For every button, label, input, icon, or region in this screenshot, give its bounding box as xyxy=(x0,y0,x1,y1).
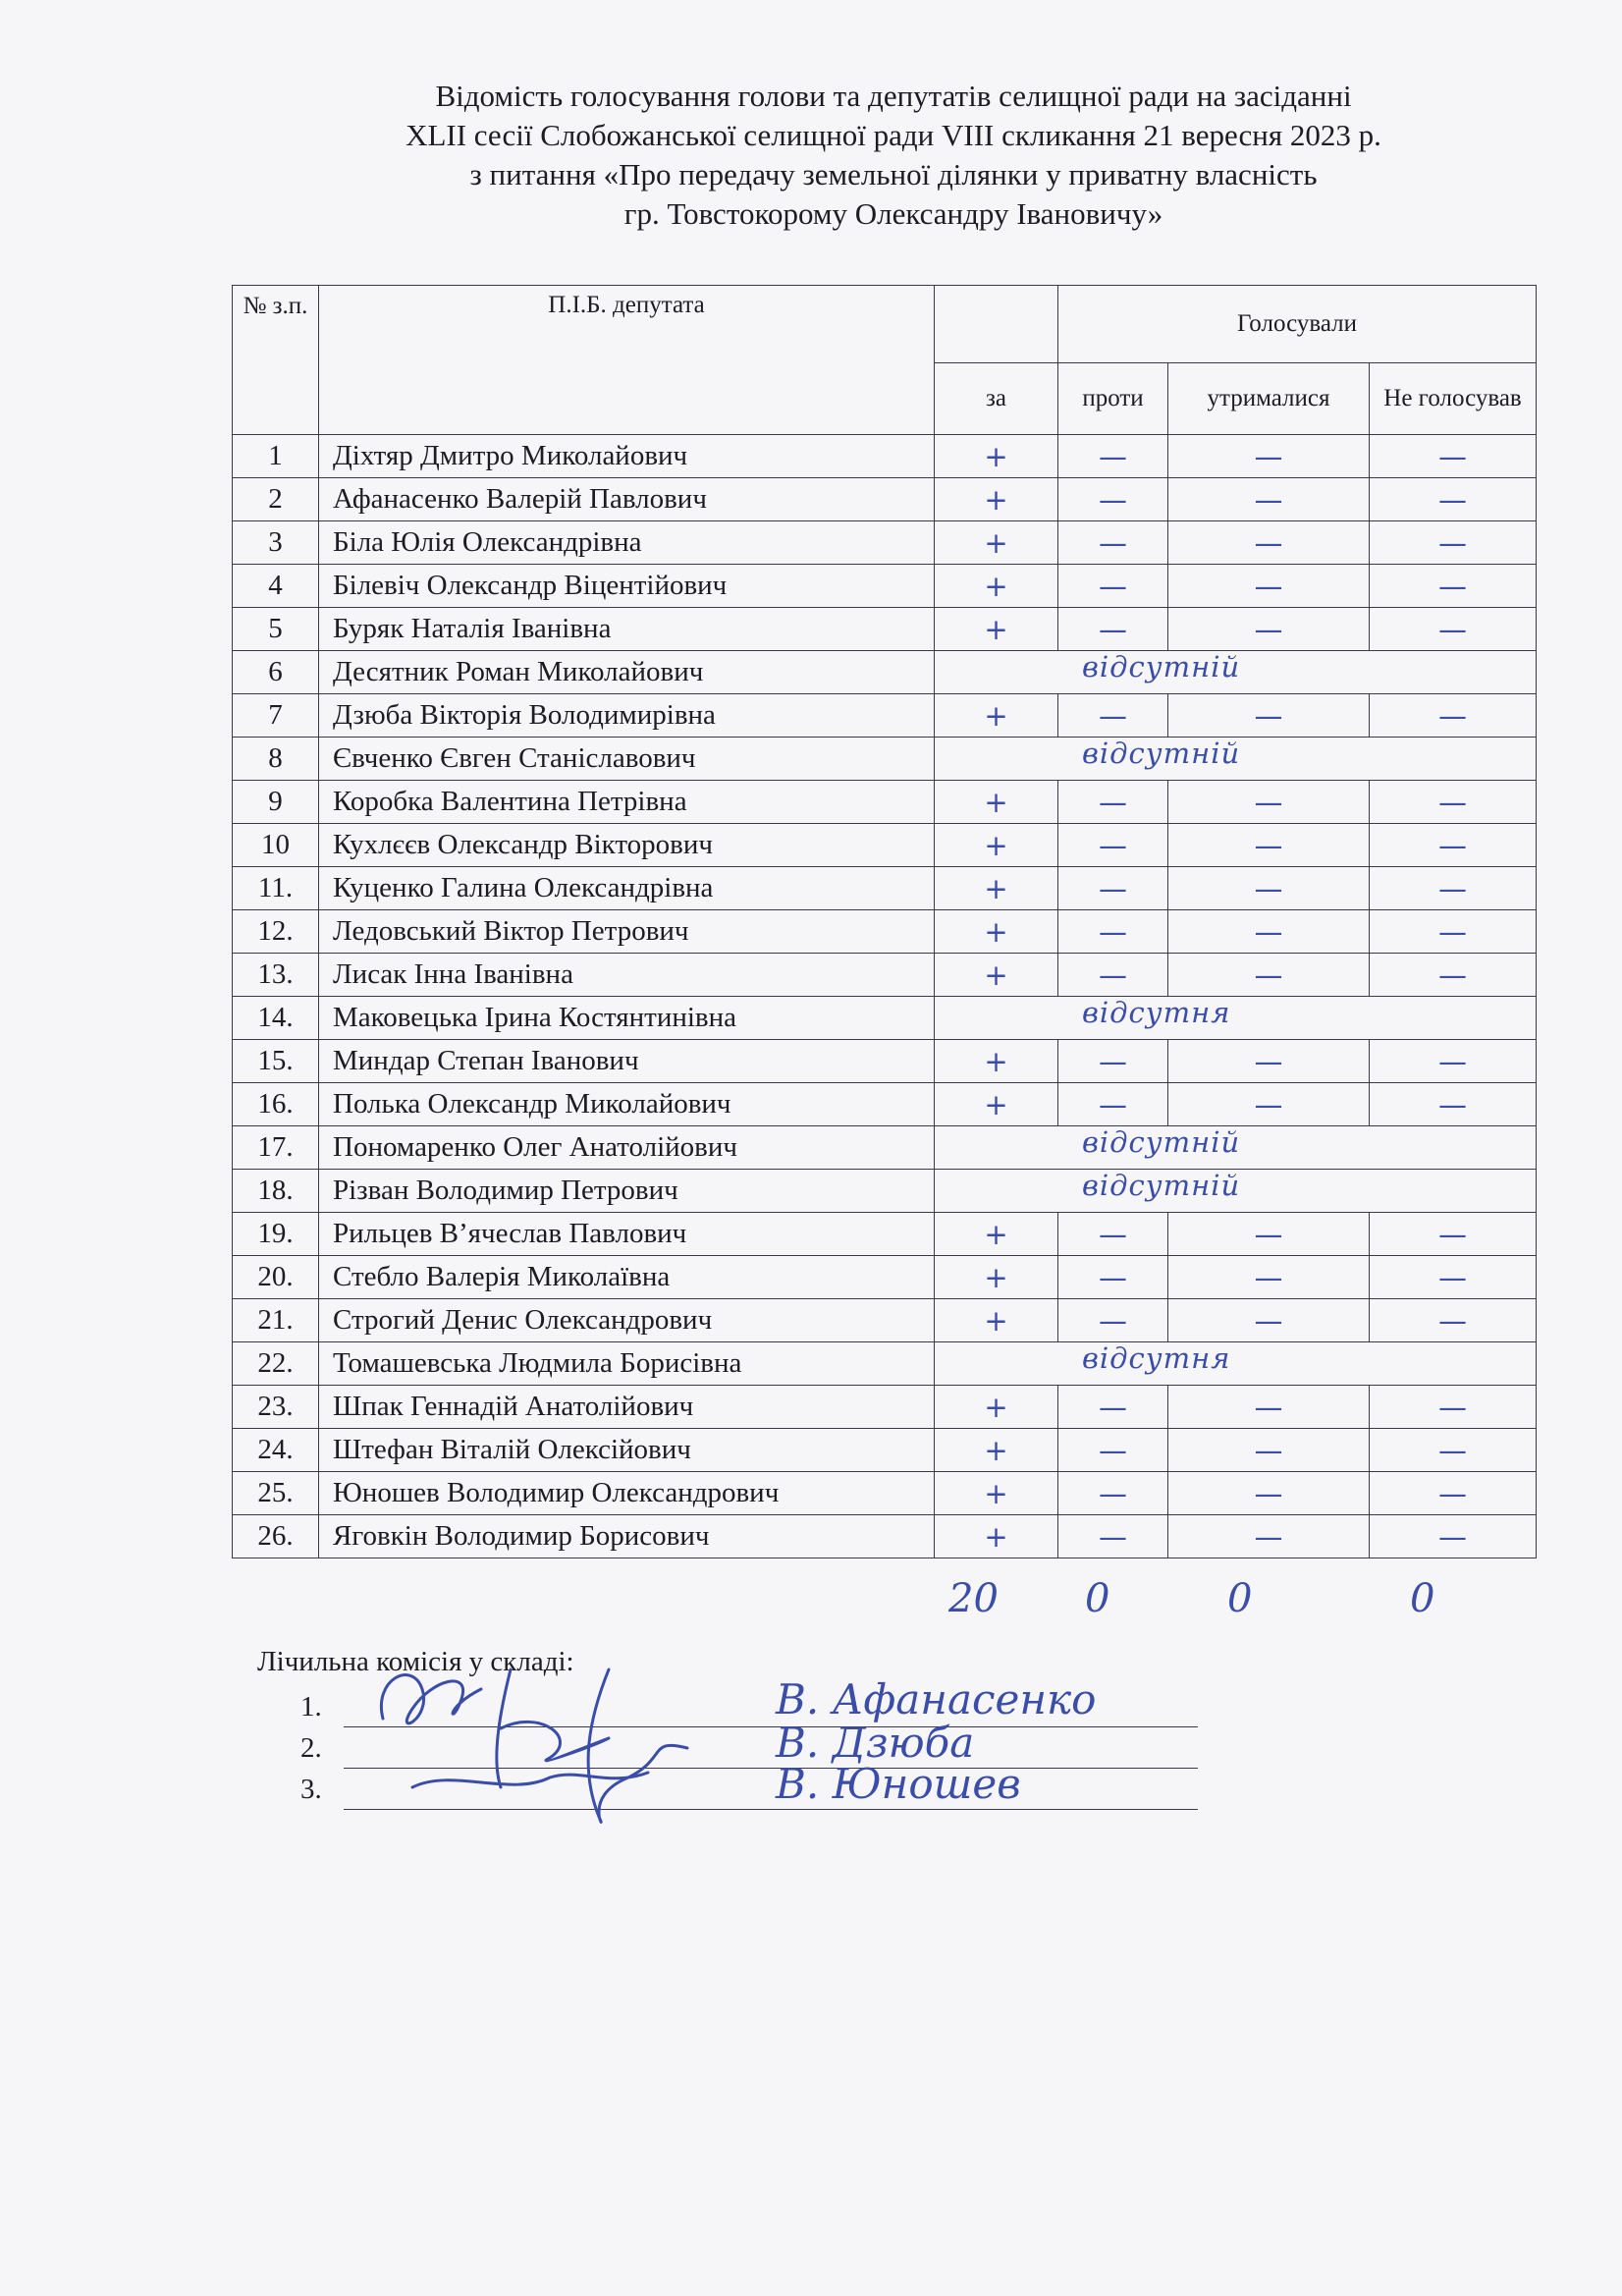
vote-for-mark: + xyxy=(935,1213,1058,1256)
deputy-row xyxy=(233,1256,1537,1299)
absent-note: відсутній xyxy=(1082,736,1241,770)
vote-abstained-mark: — xyxy=(1168,781,1370,824)
deputy-row xyxy=(233,738,1537,781)
vote-not-voted-mark: — xyxy=(1370,608,1537,651)
deputy-row xyxy=(233,1299,1537,1342)
absent-note: відсутній xyxy=(1082,1124,1241,1159)
vote-against-mark: — xyxy=(1058,1040,1168,1083)
absent-note-cell xyxy=(935,997,1537,1040)
vote-against-mark: — xyxy=(1058,1386,1168,1429)
absent-note-cell xyxy=(935,1342,1537,1386)
row-number: 3 xyxy=(233,521,319,565)
deputy-name: Біла Юлія Олександрівна xyxy=(319,521,935,565)
deputy-name: Афанасенко Валерій Павлович xyxy=(319,478,935,521)
row-number: 14. xyxy=(233,997,319,1040)
row-number: 17. xyxy=(233,1126,319,1170)
deputy-name: Лисак Інна Іванівна xyxy=(319,954,935,997)
vote-for-mark: + xyxy=(935,1256,1058,1299)
deputy-name: Ледовський Віктор Петрович xyxy=(319,910,935,954)
row-number: 9 xyxy=(233,781,319,824)
vote-not-voted-mark: — xyxy=(1370,1299,1537,1342)
vote-totals xyxy=(0,1576,1622,1635)
vote-against-mark: — xyxy=(1058,910,1168,954)
total-not-voted: 0 xyxy=(1410,1576,1435,1621)
row-number: 16. xyxy=(233,1083,319,1126)
vote-abstained-mark: — xyxy=(1168,478,1370,521)
vote-not-voted-mark: — xyxy=(1370,478,1537,521)
row-number: 2 xyxy=(233,478,319,521)
vote-not-voted-mark: — xyxy=(1370,954,1537,997)
vote-abstained-mark: — xyxy=(1168,1472,1370,1515)
vote-not-voted-mark: — xyxy=(1370,1472,1537,1515)
signature-stroke xyxy=(381,1675,481,1723)
row-number: 4 xyxy=(233,565,319,608)
vote-against-mark: — xyxy=(1058,565,1168,608)
vote-against-mark: — xyxy=(1058,954,1168,997)
commission-member-number: 2. xyxy=(300,1732,322,1764)
absent-note: відсутній xyxy=(1082,649,1241,683)
header-number: № з.п. xyxy=(233,286,319,435)
row-number: 24. xyxy=(233,1429,319,1472)
deputy-row xyxy=(233,910,1537,954)
deputy-row xyxy=(233,867,1537,910)
vote-for-mark: + xyxy=(935,1429,1058,1472)
header-for: за xyxy=(935,363,1058,435)
deputy-row xyxy=(233,1170,1537,1213)
vote-for-mark: + xyxy=(935,1472,1058,1515)
deputy-row xyxy=(233,694,1537,738)
vote-against-mark: — xyxy=(1058,1083,1168,1126)
header-abstained: утрималися xyxy=(1168,363,1370,435)
deputy-name: Дзюба Вікторія Володимирівна xyxy=(319,694,935,738)
deputy-row xyxy=(233,1126,1537,1170)
voting-table-body xyxy=(233,435,1537,1558)
row-number: 26. xyxy=(233,1515,319,1558)
deputy-row xyxy=(233,651,1537,694)
vote-abstained-mark: — xyxy=(1168,608,1370,651)
deputy-row xyxy=(233,1386,1537,1429)
absent-note-cell xyxy=(935,1126,1537,1170)
deputy-row xyxy=(233,565,1537,608)
row-number: 11. xyxy=(233,867,319,910)
deputy-row xyxy=(233,997,1537,1040)
vote-for-mark: + xyxy=(935,521,1058,565)
commission-member-number: 3. xyxy=(300,1774,322,1805)
deputy-row xyxy=(233,435,1537,478)
commission-member-name: В. Юношев xyxy=(776,1760,1021,1808)
deputy-name: Томашевська Людмила Борисівна xyxy=(319,1342,935,1386)
deputy-name: Діхтяр Дмитро Миколайович xyxy=(319,435,935,478)
row-number: 12. xyxy=(233,910,319,954)
vote-not-voted-mark: — xyxy=(1370,1429,1537,1472)
deputy-name: Маковецька Ірина Костянтинівна xyxy=(319,997,935,1040)
vote-for-mark: + xyxy=(935,1299,1058,1342)
vote-against-mark: — xyxy=(1058,824,1168,867)
vote-for-mark: + xyxy=(935,1040,1058,1083)
deputy-name: Кухлєєв Олександр Вікторович xyxy=(319,824,935,867)
vote-abstained-mark: — xyxy=(1168,910,1370,954)
deputy-name: Стебло Валерія Миколаївна xyxy=(319,1256,935,1299)
deputy-row xyxy=(233,478,1537,521)
vote-not-voted-mark: — xyxy=(1370,1213,1537,1256)
row-number: 1 xyxy=(233,435,319,478)
vote-against-mark: — xyxy=(1058,1213,1168,1256)
row-number: 23. xyxy=(233,1386,319,1429)
deputy-row xyxy=(233,1429,1537,1472)
commission-label: Лічильна комісія у складі: xyxy=(257,1646,574,1677)
voting-table xyxy=(232,285,1537,1558)
title-line-3: з питання «Про передачу земельної ділянки у приватну власність xyxy=(469,157,1318,191)
vote-not-voted-mark: — xyxy=(1370,1040,1537,1083)
handwritten-signatures xyxy=(353,1650,766,1846)
vote-abstained-mark: — xyxy=(1168,1386,1370,1429)
vote-for-mark: + xyxy=(935,478,1058,521)
absent-note: відсутня xyxy=(1082,1340,1231,1375)
deputy-row xyxy=(233,954,1537,997)
header-against: проти xyxy=(1058,363,1168,435)
deputy-name: Миндар Степан Іванович xyxy=(319,1040,935,1083)
vote-abstained-mark: — xyxy=(1168,1083,1370,1126)
vote-abstained-mark: — xyxy=(1168,694,1370,738)
vote-abstained-mark: — xyxy=(1168,954,1370,997)
vote-for-mark: + xyxy=(935,781,1058,824)
deputy-row xyxy=(233,608,1537,651)
vote-against-mark: — xyxy=(1058,781,1168,824)
vote-abstained-mark: — xyxy=(1168,867,1370,910)
deputy-name: Куценко Галина Олександрівна xyxy=(319,867,935,910)
vote-not-voted-mark: — xyxy=(1370,1083,1537,1126)
row-number: 10 xyxy=(233,824,319,867)
commission-member-name: В. Афанасенко xyxy=(776,1675,1097,1723)
absent-note-cell xyxy=(935,651,1537,694)
deputy-row xyxy=(233,1342,1537,1386)
vote-abstained-mark: — xyxy=(1168,521,1370,565)
vote-for-mark: + xyxy=(935,910,1058,954)
vote-abstained-mark: — xyxy=(1168,1299,1370,1342)
vote-not-voted-mark: — xyxy=(1370,1256,1537,1299)
deputy-row xyxy=(233,1083,1537,1126)
vote-not-voted-mark: — xyxy=(1370,824,1537,867)
vote-against-mark: — xyxy=(1058,521,1168,565)
vote-for-mark: + xyxy=(935,954,1058,997)
deputy-name: Буряк Наталія Іванівна xyxy=(319,608,935,651)
row-number: 5 xyxy=(233,608,319,651)
vote-for-mark: + xyxy=(935,608,1058,651)
deputy-row xyxy=(233,1213,1537,1256)
vote-abstained-mark: — xyxy=(1168,1256,1370,1299)
row-number: 7 xyxy=(233,694,319,738)
vote-not-voted-mark: — xyxy=(1370,781,1537,824)
absent-note-cell xyxy=(935,1170,1537,1213)
title-line-1: Відомість голосування голови та депутатів селищної ради на засіданні xyxy=(435,79,1352,113)
absent-note-cell xyxy=(935,738,1537,781)
row-number: 22. xyxy=(233,1342,319,1386)
vote-against-mark: — xyxy=(1058,1256,1168,1299)
vote-abstained-mark: — xyxy=(1168,1515,1370,1558)
title-line-2: XLII сесії Слобожанської селищної ради VIII скликання 21 вересня 2023 р. xyxy=(406,118,1381,152)
deputy-name: Яговкін Володимир Борисович xyxy=(319,1515,935,1558)
header-empty-cell xyxy=(935,286,1058,363)
vote-abstained-mark: — xyxy=(1168,1429,1370,1472)
row-number: 20. xyxy=(233,1256,319,1299)
deputy-row xyxy=(233,521,1537,565)
vote-not-voted-mark: — xyxy=(1370,694,1537,738)
vote-abstained-mark: — xyxy=(1168,1213,1370,1256)
row-number: 18. xyxy=(233,1170,319,1213)
deputy-row xyxy=(233,1472,1537,1515)
row-number: 21. xyxy=(233,1299,319,1342)
vote-abstained-mark: — xyxy=(1168,435,1370,478)
row-number: 19. xyxy=(233,1213,319,1256)
row-number: 8 xyxy=(233,738,319,781)
vote-for-mark: + xyxy=(935,435,1058,478)
vote-for-mark: + xyxy=(935,694,1058,738)
row-number: 13. xyxy=(233,954,319,997)
title-line-4: гр. Товстокорому Олександру Івановичу» xyxy=(623,196,1163,231)
deputy-row xyxy=(233,781,1537,824)
vote-for-mark: + xyxy=(935,1515,1058,1558)
deputy-name: Шпак Геннадій Анатолійович xyxy=(319,1386,935,1429)
commission-member-number: 1. xyxy=(300,1691,322,1722)
deputy-row xyxy=(233,824,1537,867)
vote-not-voted-mark: — xyxy=(1370,565,1537,608)
vote-for-mark: + xyxy=(935,867,1058,910)
deputy-name: Полька Олександр Миколайович xyxy=(319,1083,935,1126)
total-against: 0 xyxy=(1085,1576,1110,1621)
vote-for-mark: + xyxy=(935,824,1058,867)
vote-for-mark: + xyxy=(935,1083,1058,1126)
vote-against-mark: — xyxy=(1058,1429,1168,1472)
signature-stroke xyxy=(588,1669,687,1822)
vote-not-voted-mark: — xyxy=(1370,521,1537,565)
vote-for-mark: + xyxy=(935,1386,1058,1429)
vote-not-voted-mark: — xyxy=(1370,1515,1537,1558)
deputy-name: Рильцев В’ячеслав Павлович xyxy=(319,1213,935,1256)
absent-note: відсутній xyxy=(1082,1168,1241,1202)
document-title xyxy=(226,77,1561,234)
vote-for-mark: + xyxy=(935,565,1058,608)
vote-against-mark: — xyxy=(1058,435,1168,478)
row-number: 15. xyxy=(233,1040,319,1083)
vote-abstained-mark: — xyxy=(1168,565,1370,608)
vote-not-voted-mark: — xyxy=(1370,910,1537,954)
deputy-name: Юношев Володимир Олександрович xyxy=(319,1472,935,1515)
vote-against-mark: — xyxy=(1058,1299,1168,1342)
vote-not-voted-mark: — xyxy=(1370,1386,1537,1429)
vote-against-mark: — xyxy=(1058,694,1168,738)
commission-member-name: В. Дзюба xyxy=(776,1719,975,1767)
vote-against-mark: — xyxy=(1058,867,1168,910)
deputy-name: Штефан Віталій Олексійович xyxy=(319,1429,935,1472)
deputy-row xyxy=(233,1040,1537,1083)
vote-against-mark: — xyxy=(1058,478,1168,521)
total-abstained: 0 xyxy=(1227,1576,1253,1621)
row-number: 25. xyxy=(233,1472,319,1515)
absent-note: відсутня xyxy=(1082,995,1231,1029)
deputy-name: Пономаренко Олег Анатолійович xyxy=(319,1126,935,1170)
deputy-name: Строгий Денис Олександрович xyxy=(319,1299,935,1342)
vote-against-mark: — xyxy=(1058,608,1168,651)
deputy-name: Білевіч Олександр Віцентійович xyxy=(319,565,935,608)
deputy-name: Десятник Роман Миколайович xyxy=(319,651,935,694)
row-number: 6 xyxy=(233,651,319,694)
vote-abstained-mark: — xyxy=(1168,1040,1370,1083)
total-for: 20 xyxy=(948,1576,999,1621)
header-deputy-name: П.І.Б. депутата xyxy=(319,286,935,435)
deputy-row xyxy=(233,1515,1537,1558)
deputy-name: Коробка Валентина Петрівна xyxy=(319,781,935,824)
vote-abstained-mark: — xyxy=(1168,824,1370,867)
deputy-name: Різван Володимир Петрович xyxy=(319,1170,935,1213)
deputy-name: Євченко Євген Станіславович xyxy=(319,738,935,781)
header-voted: Голосували xyxy=(1058,286,1537,363)
vote-against-mark: — xyxy=(1058,1472,1168,1515)
vote-against-mark: — xyxy=(1058,1515,1168,1558)
header-not-voted: Не голосував xyxy=(1370,363,1537,435)
vote-not-voted-mark: — xyxy=(1370,867,1537,910)
vote-not-voted-mark: — xyxy=(1370,435,1537,478)
